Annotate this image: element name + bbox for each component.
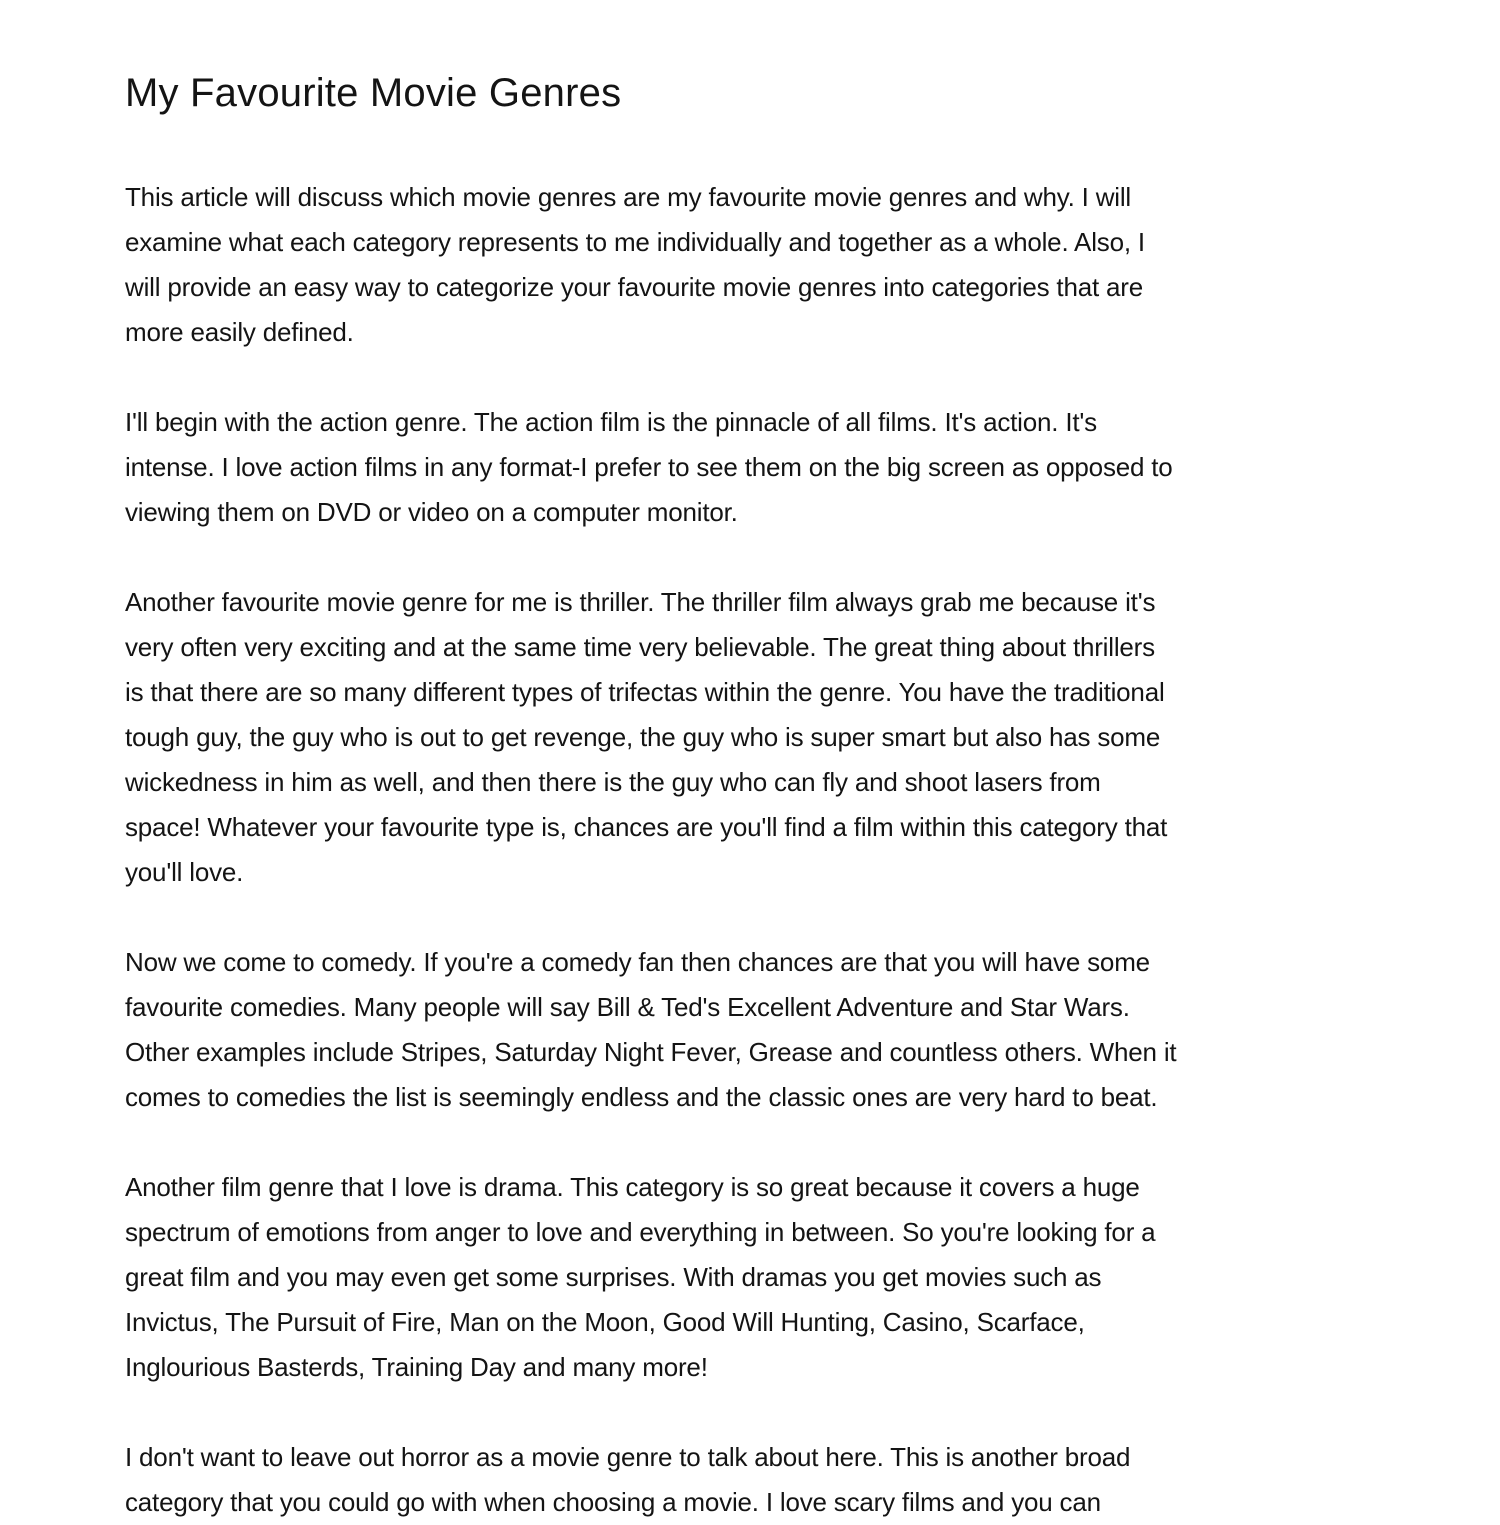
text-line: examine what each category represents to me individually and together as a whole. Also, I: [125, 227, 1145, 257]
text-line: tough guy, the guy who is out to get revenge, the guy who is super smart but also has some: [125, 722, 1161, 752]
text-line: viewing them on DVD or video on a computer monitor.: [125, 497, 738, 527]
paragraph: [125, 1165, 1400, 1390]
paragraph: [125, 1435, 1400, 1525]
paragraph: [125, 175, 1400, 355]
text-line: intense. I love action films in any format-I prefer to see them on the big screen as opposed to: [125, 452, 1173, 482]
text-line: Another film genre that I love is drama. This category is so great because it covers a huge: [125, 1172, 1140, 1202]
paragraph: [125, 580, 1400, 895]
text-line: you'll love.: [125, 857, 244, 887]
text-line: Now we come to comedy. If you're a comedy fan then chances are that you will have some: [125, 947, 1150, 977]
article-body: [125, 175, 1400, 1525]
text-line: category that you could go with when choosing a movie. I love scary films and you can: [125, 1487, 1101, 1517]
text-line: Inglourious Basterds, Training Day and many more!: [125, 1352, 708, 1382]
text-line: Another favourite movie genre for me is thriller. The thriller film always grab me because it's: [125, 587, 1156, 617]
paragraph: [125, 940, 1400, 1120]
text-line: comes to comedies the list is seemingly endless and the classic ones are very hard to beat.: [125, 1082, 1158, 1112]
text-line: will provide an easy way to categorize your favourite movie genres into categories that are: [125, 272, 1144, 302]
text-line: is that there are so many different types of trifectas within the genre. You have the traditional: [125, 677, 1165, 707]
text-line: I don't want to leave out horror as a movie genre to talk about here. This is another broad: [125, 1442, 1131, 1472]
paragraph: [125, 400, 1400, 535]
text-line: very often very exciting and at the same time very believable. The great thing about thrillers: [125, 632, 1155, 662]
page-title: My Favourite Movie Genres: [125, 71, 622, 115]
text-line: space! Whatever your favourite type is, chances are you'll find a film within this category that: [125, 812, 1168, 842]
text-line: Other examples include Stripes, Saturday Night Fever, Grease and countless others. When it: [125, 1037, 1177, 1067]
text-line: more easily defined.: [125, 317, 354, 347]
text-line: wickedness in him as well, and then there is the guy who can fly and shoot lasers from: [125, 767, 1101, 797]
text-line: I'll begin with the action genre. The action film is the pinnacle of all films. It's action. It's: [125, 407, 1097, 437]
text-line: favourite comedies. Many people will say Bill & Ted's Excellent Adventure and Star Wars.: [125, 992, 1130, 1022]
text-line: great film and you may even get some surprises. With dramas you get movies such as: [125, 1262, 1102, 1292]
text-line: spectrum of emotions from anger to love and everything in between. So you're looking for a: [125, 1217, 1156, 1247]
text-line: Invictus, The Pursuit of Fire, Man on the Moon, Good Will Hunting, Casino, Scarface,: [125, 1307, 1085, 1337]
text-line: This article will discuss which movie genres are my favourite movie genres and why. I will: [125, 182, 1132, 212]
